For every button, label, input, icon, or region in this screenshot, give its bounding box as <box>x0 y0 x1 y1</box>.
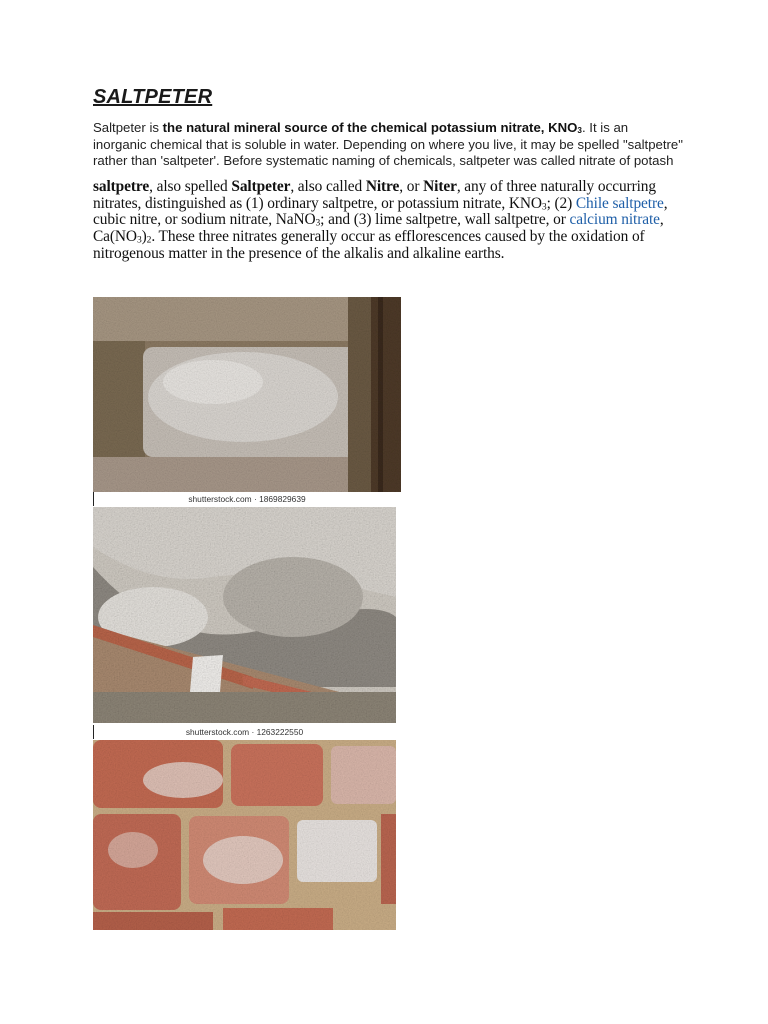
definition-text: , also called <box>290 177 366 195</box>
subscript: 2 <box>146 234 152 246</box>
intro-suffix: . It is an inorganic chemical that is soluble in water. Depending on where you live, it may be spelled "saltpetre" rather than 'saltpeter'. Before systematic naming of chemicals, saltpeter was called nitrate of potash <box>93 120 683 169</box>
term-saltpetre: saltpetre <box>93 177 150 195</box>
image-caption-2: shutterstock.com · 1263222550 <box>93 725 396 739</box>
definition-text: ) <box>141 228 147 246</box>
definition-text: , or <box>399 177 424 195</box>
image-caption-1: shutterstock.com · 1869829639 <box>93 492 401 506</box>
definition-text: ; (2) <box>546 194 576 212</box>
intro-subscript: 3 <box>577 126 582 136</box>
definition-text: . These three nitrates generally occur as efflorescences caused by the oxidation of nitrogenous matter in the presence of the alkalis and alkaline earths. <box>93 228 645 262</box>
definition-text: ; and (3) lime saltpetre, wall saltpetre, or <box>320 211 570 229</box>
definition-paragraph <box>93 179 683 263</box>
saltpeter-wall-photo-2 <box>93 507 396 723</box>
definition-text: , any of three naturally occurring nitrates, distinguished as (1) ordinary saltpetre, or potassium nitrate, KNO <box>93 177 656 212</box>
intro-paragraph <box>93 120 683 170</box>
intro-bold-text: the natural mineral source of the chemical potassium nitrate, KNO <box>162 120 578 135</box>
calcium-nitrate-link[interactable]: calcium nitrate <box>569 211 660 229</box>
term-saltpeter: Saltpeter <box>231 177 291 195</box>
definition-text: , Ca(NO <box>93 211 664 246</box>
subscript: 3 <box>315 217 321 229</box>
chile-saltpetre-link[interactable]: Chile saltpetre <box>575 194 664 212</box>
definition-text: , also spelled <box>149 177 232 195</box>
term-nitre: Nitre <box>365 177 400 195</box>
page-title: SALTPETER <box>93 86 213 108</box>
intro-bold <box>163 120 582 135</box>
definition-text: , cubic nitre, or sodium nitrate, NaNO <box>93 194 668 229</box>
saltpeter-wall-photo-1 <box>93 297 401 492</box>
term-niter: Niter <box>423 177 457 195</box>
subscript: 3 <box>541 201 547 212</box>
saltpeter-wall-photo-3 <box>93 740 396 930</box>
subscript: 3 <box>136 234 142 246</box>
document-body <box>93 86 683 263</box>
intro-prefix: Saltpeter is <box>93 120 163 135</box>
